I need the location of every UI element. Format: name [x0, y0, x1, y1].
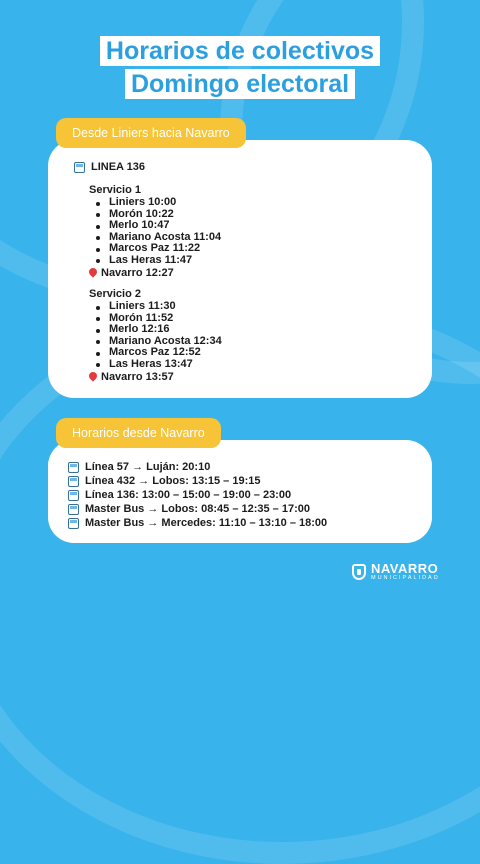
line-label: LINEA 136: [91, 161, 146, 173]
service-1: [89, 184, 221, 279]
logo-subtitle: MUNICIPALIDAD: [371, 575, 440, 581]
bus-icon: [68, 476, 79, 487]
logo-name: NAVARRO: [371, 561, 439, 576]
bus-icon: [68, 518, 79, 529]
route-text: Línea 57 → Luján: 20:10: [85, 461, 211, 473]
map-pin-icon: [89, 268, 97, 278]
stop-text: Marcos Paz 11:22: [109, 242, 201, 255]
destination-text: Navarro 12:27: [101, 266, 174, 279]
map-pin-icon: [89, 372, 97, 382]
list-item: [68, 460, 327, 474]
stop-text: Morón 11:52: [109, 311, 174, 324]
route-list: [68, 460, 327, 530]
service-2: [89, 288, 222, 383]
route-text: Línea 432 → Lobos: 13:15 – 19:15: [85, 475, 261, 487]
stop-list: [89, 197, 221, 267]
route-text: Master Bus → Mercedes: 11:10 – 13:10 – 18:00: [85, 517, 328, 529]
stop-text: Morón 10:22: [109, 207, 174, 220]
bus-icon: [68, 490, 79, 501]
service-title: Servicio 2: [89, 288, 141, 300]
section-tag-navarro: Horarios desde Navarro: [56, 418, 221, 448]
list-item: [68, 488, 327, 502]
list-item: [68, 474, 327, 488]
service-title: Servicio 1: [89, 184, 141, 196]
navarro-logo: [352, 562, 440, 582]
stop-text: Merlo 12:16: [109, 323, 170, 336]
stop-list: [89, 301, 222, 371]
bus-icon: [68, 462, 79, 473]
list-item: [89, 359, 222, 371]
list-item: [89, 255, 221, 267]
stop-text: Merlo 10:47: [109, 219, 170, 232]
list-item: [68, 502, 327, 516]
destination-text: Navarro 13:57: [101, 370, 174, 383]
route-text: Master Bus → Lobos: 08:45 – 12:35 – 17:00: [85, 503, 310, 515]
stop-text: Las Heras 11:47: [109, 253, 193, 266]
title-line-2: Domingo electoral: [125, 69, 355, 99]
stop-text: Marcos Paz 12:52: [109, 346, 201, 359]
stop-text: Mariano Acosta 12:34: [109, 334, 222, 347]
title-line-1: Horarios de colectivos: [100, 36, 380, 66]
stop-text: Las Heras 13:47: [109, 357, 193, 370]
bus-icon: [74, 162, 85, 173]
destination: [89, 267, 221, 279]
stop-text: Liniers 11:30: [109, 300, 176, 312]
list-item: [89, 197, 221, 209]
route-text: Línea 136: 13:00 – 15:00 – 19:00 – 23:00: [85, 489, 292, 501]
navarro-shield-icon: [352, 564, 366, 580]
section-tag-liniers: Desde Liniers hacia Navarro: [56, 118, 246, 148]
destination: [89, 371, 222, 383]
line-136-header: [74, 161, 145, 173]
logo-text: [371, 562, 440, 582]
list-item: [89, 301, 222, 313]
bus-icon: [68, 504, 79, 515]
list-item: [68, 516, 327, 530]
stop-text: Liniers 10:00: [109, 196, 177, 208]
stop-text: Mariano Acosta 11:04: [109, 230, 222, 243]
page-title: [0, 36, 480, 99]
